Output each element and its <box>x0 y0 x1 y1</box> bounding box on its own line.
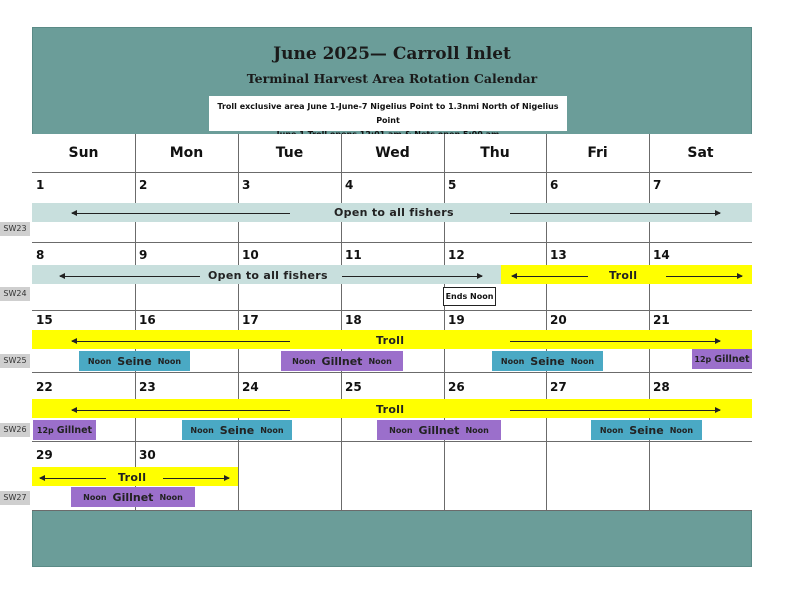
date-cell: 9 <box>139 248 148 262</box>
arrow-left <box>72 341 290 342</box>
gillnet-label: Gillnet <box>56 424 93 436</box>
date-cell: 23 <box>139 380 156 394</box>
noon-label: Noon <box>157 356 182 366</box>
date-cell: 15 <box>36 313 53 327</box>
day-header-tue: Tue <box>275 145 304 161</box>
date-cell: 17 <box>242 313 259 327</box>
arrow-right <box>510 341 720 342</box>
notice-box <box>209 96 567 131</box>
seine-label: Seine <box>530 354 565 368</box>
day-header-sun: Sun <box>68 145 99 161</box>
date-cell: 14 <box>653 248 670 262</box>
day-header-fri: Fri <box>587 145 608 161</box>
noon-label: Noon <box>159 492 183 502</box>
arrow-left <box>72 410 290 411</box>
grid-line <box>341 134 342 510</box>
date-cell: 20 <box>550 313 567 327</box>
arrow-right <box>510 410 720 411</box>
date-cell: 22 <box>36 380 53 394</box>
seine-label: Seine <box>629 423 664 437</box>
seine-opening <box>182 420 292 440</box>
noon-label: Noon <box>669 425 694 435</box>
seine-label: Seine <box>219 423 255 437</box>
open-band-label: Open to all fishers <box>208 269 328 282</box>
grid-line <box>32 372 752 373</box>
date-cell: 24 <box>242 380 259 394</box>
arrow-right <box>342 276 482 277</box>
date-cell: 7 <box>653 178 662 192</box>
date-cell: 25 <box>345 380 362 394</box>
date-cell: 6 <box>550 178 559 192</box>
date-cell: 28 <box>653 380 670 394</box>
gillnet-label: Gillnet <box>112 490 154 504</box>
date-cell: 4 <box>345 178 354 192</box>
day-header-thu: Thu <box>480 145 510 161</box>
stat-week-label: SW24 <box>0 287 30 301</box>
arrow-right <box>163 478 229 479</box>
ends-noon-note: Ends Noon <box>443 287 496 306</box>
date-cell: 5 <box>448 178 457 192</box>
date-cell: 10 <box>242 248 259 262</box>
day-header-mon: Mon <box>169 145 204 161</box>
noon-label: Noon <box>500 356 525 366</box>
noon-label: Noon <box>87 356 112 366</box>
date-cell: 16 <box>139 313 156 327</box>
page-title: June 2025— Carroll Inlet <box>273 44 511 64</box>
date-cell: 8 <box>36 248 45 262</box>
stat-week-label: SW26 <box>0 423 30 437</box>
noon-label: Noon <box>389 425 413 435</box>
open-band-label: Open to all fishers <box>334 206 454 219</box>
troll-band-label: Troll <box>376 334 405 347</box>
grid-line <box>32 172 752 173</box>
noon-label: Noon <box>292 356 316 366</box>
stat-week-label: SW25 <box>0 354 30 368</box>
stat-week-label: SW23 <box>0 222 30 236</box>
seine-opening <box>492 351 603 371</box>
grid-line <box>32 310 752 311</box>
date-cell: 3 <box>242 178 251 192</box>
gillnet-label: Gillnet <box>418 423 460 437</box>
grid-line <box>135 134 136 510</box>
stat-week-label: SW27 <box>0 491 30 505</box>
gillnet-label: Gillnet <box>714 353 750 365</box>
twelve-p-label: 12p <box>36 425 54 435</box>
grid-line <box>444 134 445 510</box>
grid-line <box>32 242 752 243</box>
date-cell: 1 <box>36 178 45 192</box>
noon-label: Noon <box>465 425 489 435</box>
date-cell: 21 <box>653 313 670 327</box>
date-cell: 27 <box>550 380 567 394</box>
day-header-wed: Wed <box>375 145 410 161</box>
date-cell: 26 <box>448 380 465 394</box>
noon-label: Noon <box>368 356 392 366</box>
troll-band-label: Troll <box>376 403 405 416</box>
arrow-left <box>40 478 106 479</box>
date-cell: 12 <box>448 248 465 262</box>
arrow-right <box>510 213 720 214</box>
page-subtitle: Terminal Harvest Area Rotation Calendar <box>246 71 538 86</box>
troll-band-label: Troll <box>609 269 638 282</box>
noon-label: Noon <box>599 425 624 435</box>
date-cell: 19 <box>448 313 465 327</box>
noon-label: Noon <box>190 425 214 435</box>
day-header-sat: Sat <box>687 145 714 161</box>
troll-band-label: Troll <box>118 471 147 484</box>
arrow-left <box>72 213 290 214</box>
gillnet-opening <box>692 349 752 369</box>
date-cell: 18 <box>345 313 362 327</box>
notice-line-1: Troll exclusive area June 1-June-7 Nigelius Point to 1.3nmi North of Nigelius Point <box>217 102 559 125</box>
arrow-left <box>512 276 588 277</box>
seine-label: Seine <box>117 354 152 368</box>
gillnet-opening <box>377 420 501 440</box>
grid-line <box>32 441 752 442</box>
date-cell: 2 <box>139 178 148 192</box>
gillnet-label: Gillnet <box>321 354 363 368</box>
grid-line <box>32 510 752 511</box>
gillnet-opening <box>71 487 195 507</box>
noon-label: Noon <box>260 425 284 435</box>
seine-opening <box>591 420 702 440</box>
seine-opening <box>79 351 190 371</box>
date-cell: 29 <box>36 448 53 462</box>
twelve-p-label: 12p <box>694 354 712 364</box>
noon-label: Noon <box>83 492 107 502</box>
grid-line <box>238 134 239 510</box>
gillnet-opening <box>33 420 96 440</box>
grid-line <box>546 134 547 510</box>
grid-line <box>649 134 650 510</box>
date-cell: 30 <box>139 448 156 462</box>
noon-label: Noon <box>570 356 595 366</box>
gillnet-opening <box>281 351 403 371</box>
arrow-right <box>666 276 742 277</box>
date-cell: 11 <box>345 248 362 262</box>
date-cell: 13 <box>550 248 567 262</box>
arrow-left <box>60 276 200 277</box>
